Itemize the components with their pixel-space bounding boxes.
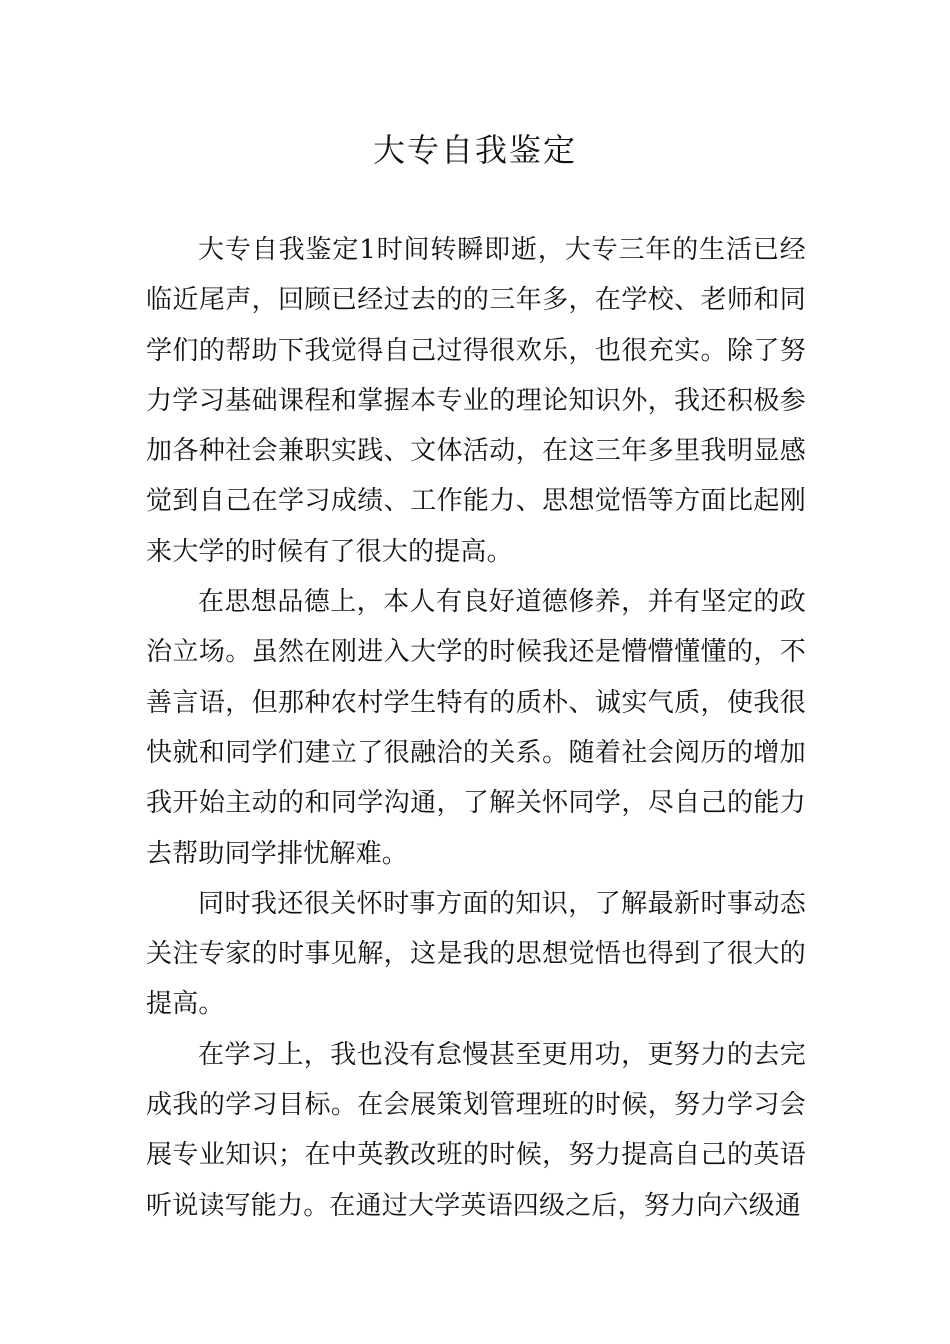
paragraph: 在思想品德上，本人有良好道德修养，并有坚定的政治立场。虽然在刚进入大学的时候我还是懵懵懂懂的，不善言语，但那种农村学生特有的质朴、诚实气质，使我很快就和同学们建立了很融洽的关系。随着社会阅历的增加我开始主动的和同学沟通，了解关怀同学，尽自己的能力去帮助同学排忧解难。 <box>146 587 806 869</box>
document-body <box>146 225 806 1231</box>
paragraph: 同时我还很关怀时事方面的知识，了解最新时事动态关注专家的时事见解，这是我的思想觉悟也得到了很大的提高。 <box>146 888 806 1020</box>
paragraph: 在学习上，我也没有怠慢甚至更用功，更努力的去完成我的学习目标。在会展策划管理班的时候，努力学习会展专业知识；在中英教改班的时候，努力提高自己的英语听说读写能力。在通过大学英语四级之后，努力向六级通 <box>146 1039 806 1221</box>
document-title: 大专自我鉴定 <box>372 131 577 169</box>
paragraph: 大专自我鉴定1时间转瞬即逝，大专三年的生活已经临近尾声，回顾已经过去的的三年多，在学校、老师和同学们的帮助下我觉得自己过得很欢乐，也很充实。除了努力学习基础课程和掌握本专业的理论知识外，我还积极参加各种社会兼职实践、文体活动，在这三年多里我明显感觉到自己在学习成绩、工作能力、思想觉悟等方面比起刚来大学的时候有了很大的提高。 <box>146 235 806 567</box>
